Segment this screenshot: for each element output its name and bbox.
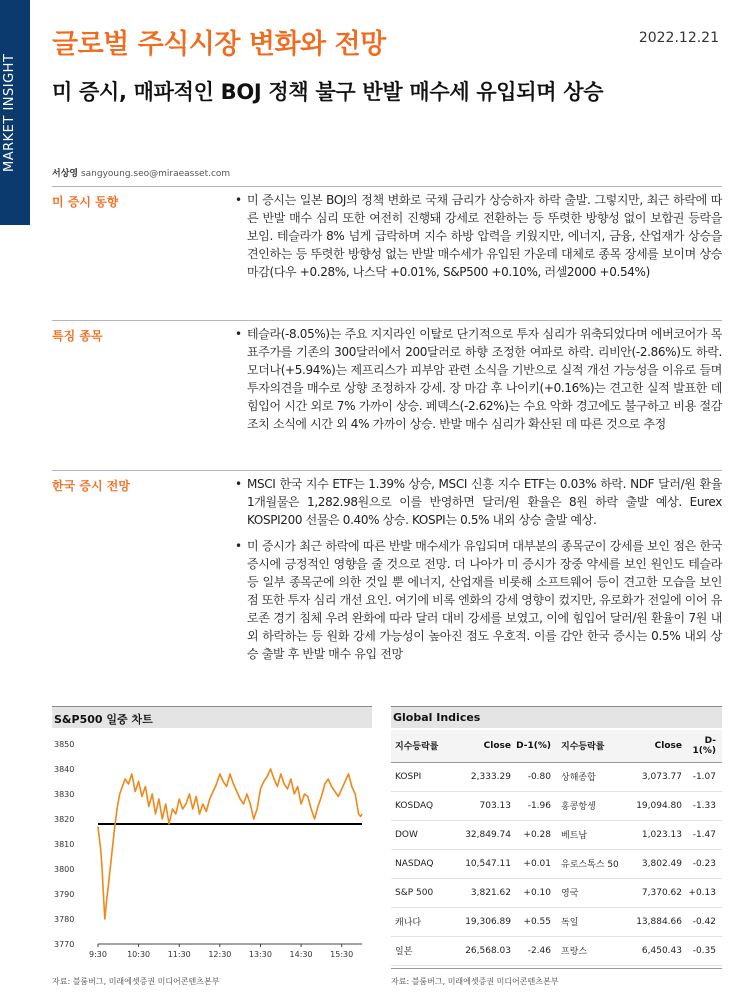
chart-panel-title: S&P500 일중 차트	[52, 706, 372, 728]
x-tick-label: 10:30	[127, 950, 151, 959]
index-name: 독일	[557, 907, 629, 936]
x-tick-label: 13:30	[248, 950, 272, 959]
table-header-row	[391, 730, 722, 762]
y-tick-label: 3790	[54, 890, 75, 899]
index-name: 캐나다	[391, 907, 453, 936]
index-name: 유로스톡스 50	[557, 849, 629, 878]
author-email: sangyoung.seo@miraeasset.com	[80, 169, 231, 179]
index-change: -0.35	[682, 936, 722, 965]
index-name: KOSPI	[391, 762, 453, 791]
index-change: -1.07	[682, 762, 722, 791]
index-close: 13,884.66	[629, 907, 682, 936]
section-korea-outlook	[52, 470, 722, 661]
sp500-series-line	[98, 769, 362, 919]
bullet-text: • 미 증시가 최근 하락에 따른 반발 매수세가 유입되며 대부분의 종목군이 강세를 보인 점은 한국 증시에 긍정적인 영향을 줄 것으로 전망. 더 나아가 미 증시가 장중 약세를 보인 원인도 테슬라 등 일부 종목군에 의한 것일 뿐 에너지, 산업재를 비롯해 소프트웨어 등이 견고한 모습을 보인 점 또한 투자 심리 개선 요인. 여기에 비록 엔화의 강세 영향이 컸지만, 유로화가 전일에 이어 유로존 경기 침체 우려 완화에 따라 달러 대비 강세를 보였고, 이에 힘입어 달러/원 환율이 7원 내외 하락하는 등 원화 강세 가능성이 높아진 점도 우호적. 이를 감안 한국 증시는 0.5% 내외 상승 출발 후 반발 매수 유입 전망	[234, 537, 722, 663]
section-body	[234, 325, 722, 433]
y-tick-label: 3810	[54, 840, 75, 849]
bullet-text: • 미 증시는 일본 BOJ의 정책 변화로 국채 금리가 상승하자 하락 출발. 그렇지만, 최근 하락에 따른 반발 매수 심리 또한 여전히 진행돼 강세로 전환하는 등 뚜렷한 방향성 없이 보합권 등락을 보임. 테슬라가 8% 넘게 급락하며 지수 하방 압력을 키웠지만, 에너지, 금융, 산업재가 상승을 견인하는 등 뚜렷한 방향성 없는 반발 매수세가 유입된 가운데 대체로 종목 장세를 보이며 상승 마감(다우 +0.28%, 나스닥 +0.01%, S&P500 +0.10%, 러셀2000 +0.54%)	[234, 191, 722, 281]
y-tick-label: 3820	[54, 815, 75, 824]
index-name: KOSDAQ	[391, 791, 453, 820]
global-indices-table	[391, 730, 722, 966]
index-change: +0.01	[511, 849, 557, 878]
bullet-text: • MSCI 한국 지수 ETF는 1.39% 상승, MSCI 신흥 지수 ETF는 0.03% 하락. NDF 달러/원 환율 1개월물은 1,282.98원으로 이를 반영하면 달러/원 환율은 8원 하락 출발 예상. Eurex KOSPI200 선물은 0.40% 상승. KOSPI는 0.5% 내외 상승 출발 예상.	[234, 475, 722, 529]
author-line	[52, 166, 230, 179]
x-tick-label: 15:30	[330, 950, 354, 959]
section-label: 미 증시 동향	[52, 195, 119, 209]
sidebar-label: MARKET INSIGHT	[2, 53, 17, 172]
index-close: 32,849.74	[453, 820, 511, 849]
index-name: 일본	[391, 936, 453, 965]
index-change: -0.80	[511, 762, 557, 791]
table-row	[391, 878, 722, 907]
index-close: 19,094.80	[629, 791, 682, 820]
section-label: 한국 증시 전망	[52, 479, 130, 493]
table-bottom-rule	[391, 968, 722, 969]
col-header-change: D-1(%)	[682, 730, 722, 762]
global-indices-title: Global Indices	[391, 706, 722, 728]
sidebar-band	[0, 0, 30, 225]
index-change: -1.47	[682, 820, 722, 849]
index-name: 영국	[557, 878, 629, 907]
x-tick-label: 14:30	[289, 950, 313, 959]
index-change: +0.28	[511, 820, 557, 849]
index-name: S&P 500	[391, 878, 453, 907]
y-tick-label: 3780	[54, 915, 75, 924]
index-close: 3,073.77	[629, 762, 682, 791]
index-change: -0.23	[682, 849, 722, 878]
col-header-close: Close	[453, 730, 511, 762]
col-header-name: 지수등락률	[557, 730, 629, 762]
table-row	[391, 762, 722, 791]
index-change: +0.55	[511, 907, 557, 936]
bullet-text: • 테슬라(-8.05%)는 주요 지지라인 이탈로 단기적으로 투자 심리가 위축되었다며 에버코어가 목표주가를 기존의 300달러에서 200달러로 하향 조정한 여파로 하락. 리비안(-2.86%)도 하락. 모더나(+5.94%)는 제프리스가 피부암 관련 소식을 기반으로 실적 개선 가능성을 이유로 들며 투자의견을 매수로 상향 조정하자 강세. 장 마감 후 나이키(+0.16%)는 견고한 실적 발표한 데 힘입어 시간 외로 7% 가까이 상승. 페덱스(-2.62%)는 수요 악화 경고에도 불구하고 비용 절감 조치 소식에 시간 외 4% 가까이 상승. 반발 매수 심리가 확산된 데 따른 것으로 추정	[234, 325, 722, 433]
table-row	[391, 849, 722, 878]
chart-svg	[52, 730, 372, 970]
x-tick-label: 9:30	[89, 950, 107, 959]
x-tick-label: 11:30	[167, 950, 191, 959]
index-close: 10,547.11	[453, 849, 511, 878]
index-name: 홍콩항셍	[557, 791, 629, 820]
index-close: 3,802.49	[629, 849, 682, 878]
index-name: 상해종합	[557, 762, 629, 791]
index-close: 1,023.13	[629, 820, 682, 849]
index-change: -1.96	[511, 791, 557, 820]
section-us-market	[52, 186, 722, 320]
section-featured-stocks	[52, 320, 722, 470]
index-name: DOW	[391, 820, 453, 849]
index-name: 베트남	[557, 820, 629, 849]
y-tick-label: 3850	[54, 740, 75, 749]
index-name: 프랑스	[557, 936, 629, 965]
col-header-close: Close	[629, 730, 682, 762]
index-change: -0.42	[682, 907, 722, 936]
table-source: 자료: 블룸버그, 미래에셋증권 미디어콘텐츠본부	[391, 977, 559, 986]
table-row	[391, 936, 722, 965]
index-close: 3,821.62	[453, 878, 511, 907]
y-tick-label: 3840	[54, 765, 75, 774]
index-close: 703.13	[453, 791, 511, 820]
index-close: 7,370.62	[629, 878, 682, 907]
index-close: 6,450.43	[629, 936, 682, 965]
col-header-name: 지수등락률	[391, 730, 453, 762]
section-body	[234, 475, 722, 663]
table-row	[391, 907, 722, 936]
sp500-intraday-chart	[52, 730, 372, 970]
index-change: -1.33	[682, 791, 722, 820]
author-name: 서상영	[52, 169, 79, 179]
index-close: 19,306.89	[453, 907, 511, 936]
section-body	[234, 191, 722, 281]
index-change: -2.46	[511, 936, 557, 965]
index-close: 2,333.29	[453, 762, 511, 791]
index-name: NASDAQ	[391, 849, 453, 878]
chart-source: 자료: 블룸버그, 미래에셋증권 미디어콘텐츠본부	[52, 977, 220, 986]
section-label: 특징 종목	[52, 329, 103, 343]
page-title: 글로벌 주식시장 변화와 전망	[52, 29, 386, 60]
y-tick-label: 3770	[54, 940, 75, 949]
table-row	[391, 791, 722, 820]
index-change: +0.13	[682, 878, 722, 907]
index-close: 26,568.03	[453, 936, 511, 965]
table-row	[391, 820, 722, 849]
col-header-change: D-1(%)	[511, 730, 557, 762]
page-subtitle: 미 증시, 매파적인 BOJ 정책 불구 반발 매수세 유입되며 상승	[52, 80, 604, 104]
x-tick-label: 12:30	[208, 950, 232, 959]
y-tick-label: 3800	[54, 865, 75, 874]
y-tick-label: 3830	[54, 790, 75, 799]
index-change: +0.10	[511, 878, 557, 907]
report-date: 2022.12.21	[638, 30, 719, 46]
